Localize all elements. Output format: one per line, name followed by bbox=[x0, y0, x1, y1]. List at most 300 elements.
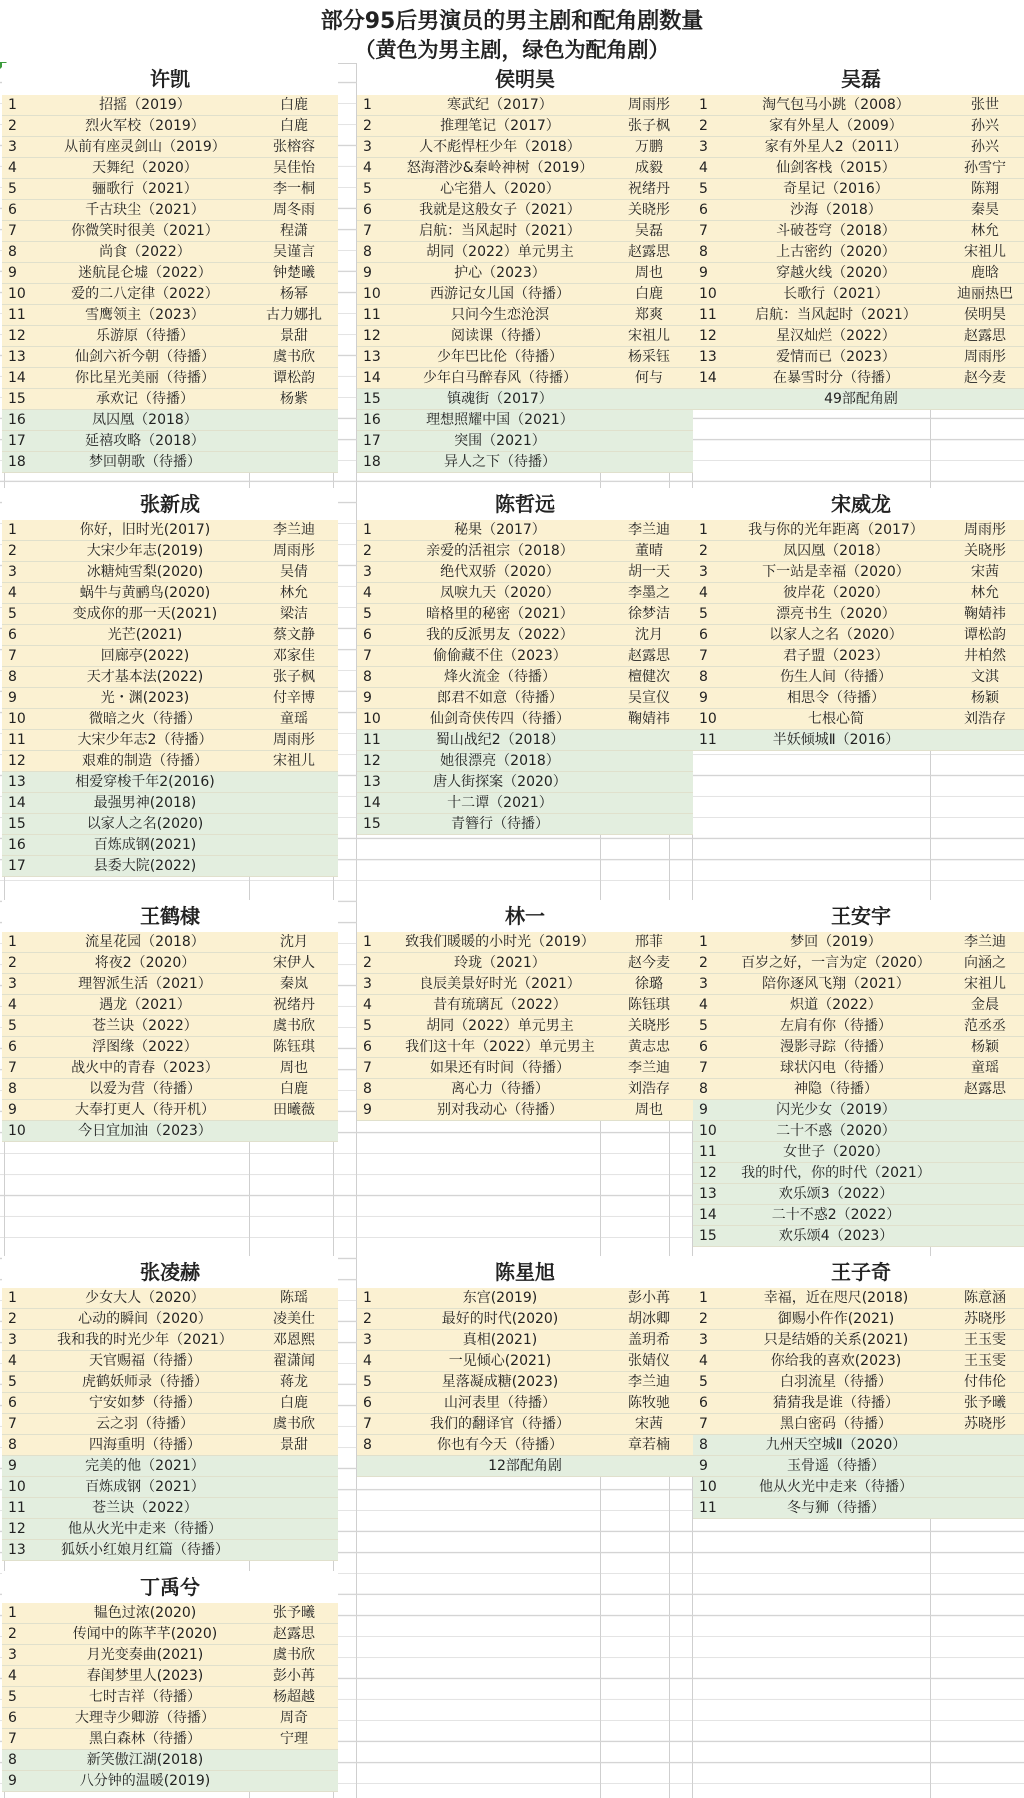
row-number: 10 bbox=[8, 1123, 26, 1139]
co-star: 井柏然 bbox=[964, 648, 1006, 664]
row-number: 3 bbox=[363, 139, 372, 155]
drama-title: 艰难的制造（待播） bbox=[82, 753, 208, 769]
co-star: 宋祖儿 bbox=[628, 328, 670, 344]
co-star: 蒋龙 bbox=[280, 1374, 308, 1390]
drama-title: 二十不惑（2020） bbox=[776, 1123, 896, 1139]
actor-name: 丁禹兮 bbox=[2, 1571, 338, 1603]
co-star: 赵露思 bbox=[628, 244, 670, 260]
drama-title: 尚食（2022） bbox=[99, 244, 191, 260]
row-number: 4 bbox=[8, 1668, 17, 1684]
drama-title: 百岁之好，一言为定（2020） bbox=[741, 955, 931, 971]
table-row bbox=[693, 284, 1024, 305]
co-star: 祝绪丹 bbox=[273, 997, 315, 1013]
table-row bbox=[2, 1540, 338, 1561]
row-number: 9 bbox=[8, 265, 17, 281]
row-number: 6 bbox=[363, 1039, 372, 1055]
co-star: 张榕容 bbox=[273, 139, 315, 155]
drama-title: 白羽流星（待播） bbox=[780, 1374, 892, 1390]
table-row bbox=[2, 1708, 338, 1729]
drama-title: 你也有今天（待播） bbox=[437, 1437, 563, 1453]
table-row bbox=[693, 179, 1024, 200]
co-star: 迪丽热巴 bbox=[957, 286, 1013, 302]
drama-title: 相思令（待播） bbox=[787, 690, 885, 706]
drama-title: 黑白森林（待播） bbox=[89, 1731, 201, 1747]
table-row bbox=[693, 1456, 1024, 1477]
drama-title: 东宫(2019) bbox=[462, 1290, 538, 1306]
drama-title: 宁安如梦（待播） bbox=[89, 1395, 201, 1411]
co-star: 彭小苒 bbox=[273, 1668, 315, 1684]
drama-title: 人不彪悍枉少年（2018） bbox=[419, 139, 581, 155]
table-row bbox=[2, 709, 338, 730]
table-row bbox=[693, 326, 1024, 347]
drama-title: 微暗之火（待播） bbox=[89, 711, 201, 727]
table-row bbox=[357, 1351, 693, 1372]
drama-title: 蜀山战纪2（2018） bbox=[435, 732, 565, 748]
co-star: 周也 bbox=[280, 1060, 308, 1076]
drama-title: 你比星光美丽（待播） bbox=[75, 370, 215, 386]
table-row bbox=[357, 410, 693, 431]
table-row bbox=[693, 667, 1024, 688]
drama-title: 胡同（2022）单元男主 bbox=[426, 244, 574, 260]
table-row bbox=[2, 1729, 338, 1750]
table-row bbox=[357, 562, 693, 583]
drama-title: 下一站是幸福（2020） bbox=[762, 564, 910, 580]
drama-title: 沙海（2018） bbox=[790, 202, 882, 218]
co-star: 董晴 bbox=[635, 543, 663, 559]
co-star: 张子枫 bbox=[273, 669, 315, 685]
row-number: 10 bbox=[699, 711, 717, 727]
co-star: 赵露思 bbox=[964, 1081, 1006, 1097]
co-star: 章若楠 bbox=[628, 1437, 670, 1453]
drama-title: 他从火光中走来（待播） bbox=[759, 1479, 913, 1495]
actor-name: 王鹤棣 bbox=[2, 900, 338, 932]
table-row bbox=[357, 667, 693, 688]
drama-title: 伤生人间（待播） bbox=[780, 669, 892, 685]
table-row bbox=[357, 646, 693, 667]
table-row bbox=[2, 688, 338, 709]
co-star: 虞书欣 bbox=[273, 349, 315, 365]
co-star: 蔡文静 bbox=[273, 627, 315, 643]
row-number: 4 bbox=[363, 1353, 372, 1369]
table-row bbox=[2, 1456, 338, 1477]
co-star: 陈意涵 bbox=[964, 1290, 1006, 1306]
drama-title: 神隐（待播） bbox=[794, 1081, 878, 1097]
table-row bbox=[2, 200, 338, 221]
co-star: 苏晓彤 bbox=[964, 1416, 1006, 1432]
row-number: 17 bbox=[363, 433, 381, 449]
row-number: 4 bbox=[363, 585, 372, 601]
row-number: 1 bbox=[363, 97, 372, 113]
table-row bbox=[357, 158, 693, 179]
drama-title: 怒海潜沙&秦岭神树（2019） bbox=[406, 160, 594, 176]
table-row bbox=[2, 1435, 338, 1456]
table-row bbox=[357, 730, 693, 751]
co-star: 张予曦 bbox=[964, 1395, 1006, 1411]
drama-title: 突围（2021） bbox=[454, 433, 546, 449]
drama-title: 斗破苍穹（2018） bbox=[776, 223, 896, 239]
drama-title: 冰糖炖雪梨(2020) bbox=[86, 564, 204, 580]
table-row bbox=[693, 1498, 1024, 1519]
co-star: 檀健次 bbox=[628, 669, 670, 685]
table-row bbox=[2, 604, 338, 625]
row-number: 10 bbox=[699, 286, 717, 302]
table-row bbox=[693, 1288, 1024, 1309]
co-star: 李墨之 bbox=[628, 585, 670, 601]
table-row bbox=[2, 1016, 338, 1037]
drama-title: 淘气包马小跳（2008） bbox=[762, 97, 910, 113]
table-row bbox=[2, 1519, 338, 1540]
drama-title: 启航：当风起时（2021） bbox=[755, 307, 917, 323]
row-number: 10 bbox=[8, 1479, 26, 1495]
row-number: 8 bbox=[8, 1752, 17, 1768]
row-number: 4 bbox=[699, 585, 708, 601]
co-star: 吴宣仪 bbox=[628, 690, 670, 706]
drama-title: 家有外星人2（2011） bbox=[764, 139, 908, 155]
row-number: 16 bbox=[8, 837, 26, 853]
row-number: 12 bbox=[363, 328, 381, 344]
table-row bbox=[357, 604, 693, 625]
table-row bbox=[2, 137, 338, 158]
actor-name: 王安宇 bbox=[693, 900, 1024, 932]
drama-title: 彼岸花（2020） bbox=[783, 585, 889, 601]
row-number: 7 bbox=[699, 223, 708, 239]
row-number: 10 bbox=[8, 286, 26, 302]
table-row bbox=[2, 389, 338, 410]
row-number: 6 bbox=[363, 202, 372, 218]
drama-title: 百炼成钢(2021) bbox=[93, 837, 197, 853]
table-row bbox=[2, 1309, 338, 1330]
co-star: 赵露思 bbox=[628, 648, 670, 664]
row-number: 6 bbox=[8, 1395, 17, 1411]
table-row bbox=[2, 1079, 338, 1100]
table-row bbox=[357, 263, 693, 284]
row-number: 1 bbox=[8, 97, 17, 113]
table-row bbox=[357, 1330, 693, 1351]
drama-title: 猜猜我是谁（待播） bbox=[773, 1395, 899, 1411]
drama-title: 御赐小仵作(2021) bbox=[777, 1311, 895, 1327]
co-star: 成毅 bbox=[635, 160, 663, 176]
actor-block bbox=[2, 488, 338, 877]
table-row bbox=[693, 1393, 1024, 1414]
table-row bbox=[693, 604, 1024, 625]
row-number: 3 bbox=[363, 976, 372, 992]
table-row bbox=[693, 709, 1024, 730]
row-number: 5 bbox=[699, 1374, 708, 1390]
drama-title: 家有外星人（2009） bbox=[769, 118, 903, 134]
co-star: 童瑶 bbox=[971, 1060, 999, 1076]
drama-title: 良辰美景好时光（2021） bbox=[419, 976, 581, 992]
drama-title: 欢乐颂3（2022） bbox=[778, 1186, 894, 1202]
row-number: 1 bbox=[8, 1290, 17, 1306]
row-number: 8 bbox=[363, 669, 372, 685]
row-number: 12 bbox=[8, 328, 26, 344]
row-number: 12 bbox=[699, 1165, 717, 1181]
co-star: 宋祖儿 bbox=[964, 244, 1006, 260]
co-star: 林允 bbox=[971, 223, 999, 239]
table-row bbox=[693, 1121, 1024, 1142]
row-number: 6 bbox=[8, 627, 17, 643]
row-number: 2 bbox=[699, 1311, 708, 1327]
table-row bbox=[2, 1498, 338, 1519]
row-number: 17 bbox=[8, 433, 26, 449]
table-row bbox=[357, 116, 693, 137]
co-star: 陈翔 bbox=[971, 181, 999, 197]
row-number: 9 bbox=[699, 1458, 708, 1474]
co-star: 杨幂 bbox=[280, 286, 308, 302]
table-row bbox=[693, 541, 1024, 562]
actor-block bbox=[693, 63, 1024, 410]
table-row bbox=[693, 389, 1024, 410]
drama-title: 闪光少女（2019） bbox=[776, 1102, 896, 1118]
drama-title: 胡同（2022）单元男主 bbox=[426, 1018, 574, 1034]
table-row bbox=[2, 452, 338, 473]
co-star: 景甜 bbox=[280, 1437, 308, 1453]
co-star: 宁理 bbox=[280, 1731, 308, 1747]
row-number: 4 bbox=[699, 997, 708, 1013]
table-row bbox=[357, 1079, 693, 1100]
table-row bbox=[357, 137, 693, 158]
table-row bbox=[357, 1414, 693, 1435]
drama-title: 凤囚凰（2018） bbox=[92, 412, 198, 428]
co-star: 陈钰琪 bbox=[273, 1039, 315, 1055]
table-row bbox=[2, 116, 338, 137]
table-row bbox=[357, 772, 693, 793]
drama-title: 苍兰诀（2022） bbox=[92, 1018, 198, 1034]
table-row bbox=[2, 410, 338, 431]
row-number: 6 bbox=[8, 1039, 17, 1055]
row-number: 3 bbox=[8, 564, 17, 580]
drama-title: 蜗牛与黄鹂鸟(2020) bbox=[79, 585, 211, 601]
drama-title: 仙剑客栈（2015） bbox=[776, 160, 896, 176]
row-number: 5 bbox=[8, 606, 17, 622]
table-row bbox=[357, 953, 693, 974]
drama-title: 心宅猎人（2020） bbox=[440, 181, 560, 197]
table-row bbox=[2, 953, 338, 974]
co-star: 刘浩存 bbox=[628, 1081, 670, 1097]
row-number: 5 bbox=[363, 606, 372, 622]
drama-title: 12部配角剧 bbox=[488, 1458, 562, 1474]
actor-block bbox=[693, 1256, 1024, 1519]
table-row bbox=[357, 326, 693, 347]
table-row bbox=[357, 389, 693, 410]
row-number: 6 bbox=[363, 627, 372, 643]
drama-title: 迷航昆仑墟（2022） bbox=[78, 265, 212, 281]
table-row bbox=[693, 1205, 1024, 1226]
table-row bbox=[2, 1121, 338, 1142]
co-star: 鞠婧祎 bbox=[964, 606, 1006, 622]
drama-title: 传闻中的陈芊芊(2020) bbox=[72, 1626, 218, 1642]
table-row bbox=[357, 1100, 693, 1121]
co-star: 凌美仕 bbox=[273, 1311, 315, 1327]
table-row bbox=[357, 1456, 693, 1477]
co-star: 李兰迪 bbox=[628, 522, 670, 538]
drama-title: 从前有座灵剑山（2019） bbox=[64, 139, 226, 155]
table-row bbox=[2, 95, 338, 116]
row-number: 4 bbox=[699, 160, 708, 176]
co-star: 赵今麦 bbox=[964, 370, 1006, 386]
co-star: 郑爽 bbox=[635, 307, 663, 323]
co-star: 景甜 bbox=[280, 328, 308, 344]
drama-title: 星汉灿烂（2022） bbox=[776, 328, 896, 344]
drama-title: 爱情而已（2023） bbox=[776, 349, 896, 365]
drama-title: 我们的翻译官（待播） bbox=[430, 1416, 570, 1432]
row-number: 8 bbox=[8, 669, 17, 685]
table-row bbox=[693, 562, 1024, 583]
table-row bbox=[693, 1058, 1024, 1079]
co-star: 范丞丞 bbox=[964, 1018, 1006, 1034]
co-star: 宋祖儿 bbox=[964, 976, 1006, 992]
co-star: 白鹿 bbox=[280, 118, 308, 134]
table-row bbox=[2, 221, 338, 242]
row-number: 1 bbox=[699, 522, 708, 538]
drama-title: 49部配角剧 bbox=[824, 391, 898, 407]
table-row bbox=[357, 242, 693, 263]
co-star: 付辛博 bbox=[273, 690, 315, 706]
co-star: 刘浩存 bbox=[964, 711, 1006, 727]
row-number: 16 bbox=[8, 412, 26, 428]
row-number: 5 bbox=[363, 1374, 372, 1390]
drama-title: 韫色过浓(2020) bbox=[93, 1605, 197, 1621]
row-number: 1 bbox=[363, 522, 372, 538]
drama-title: 亲爱的活祖宗（2018） bbox=[426, 543, 574, 559]
table-row bbox=[2, 772, 338, 793]
row-number: 1 bbox=[8, 1605, 17, 1621]
co-star: 周奇 bbox=[280, 1710, 308, 1726]
row-number: 4 bbox=[8, 997, 17, 1013]
drama-title: 阅读课（待播） bbox=[451, 328, 549, 344]
drama-title: 绝代双骄（2020） bbox=[440, 564, 560, 580]
co-star: 侯明昊 bbox=[964, 307, 1006, 323]
table-row bbox=[2, 1666, 338, 1687]
table-row bbox=[693, 1037, 1024, 1058]
co-star: 李兰迪 bbox=[273, 522, 315, 538]
table-row bbox=[693, 1100, 1024, 1121]
actor-name: 张新成 bbox=[2, 488, 338, 520]
row-number: 11 bbox=[363, 307, 381, 323]
table-row bbox=[693, 221, 1024, 242]
actor-block bbox=[693, 488, 1024, 751]
row-number: 3 bbox=[363, 564, 372, 580]
co-star: 周也 bbox=[635, 265, 663, 281]
co-star: 白鹿 bbox=[280, 1081, 308, 1097]
row-number: 3 bbox=[699, 1332, 708, 1348]
table-row bbox=[2, 1351, 338, 1372]
row-number: 18 bbox=[363, 454, 381, 470]
table-row bbox=[357, 520, 693, 541]
row-number: 11 bbox=[8, 307, 26, 323]
table-row bbox=[693, 1435, 1024, 1456]
row-number: 8 bbox=[8, 1437, 17, 1453]
table-row bbox=[2, 793, 338, 814]
row-number: 7 bbox=[8, 648, 17, 664]
co-star: 沈月 bbox=[635, 627, 663, 643]
drama-title: 遇龙（2021） bbox=[99, 997, 191, 1013]
drama-title: 漂亮书生（2020） bbox=[776, 606, 896, 622]
table-row bbox=[2, 520, 338, 541]
row-number: 15 bbox=[8, 391, 26, 407]
drama-title: 西游记女儿国（待播） bbox=[430, 286, 570, 302]
drama-title: 只是结婚的关系(2021) bbox=[763, 1332, 909, 1348]
row-number: 11 bbox=[8, 732, 26, 748]
co-star: 周雨彤 bbox=[628, 97, 670, 113]
drama-title: 千古玦尘（2021） bbox=[85, 202, 205, 218]
row-number: 3 bbox=[699, 139, 708, 155]
drama-title: 你好，旧时光(2017) bbox=[79, 522, 211, 538]
row-number: 7 bbox=[8, 223, 17, 239]
row-number: 13 bbox=[8, 774, 26, 790]
table-row bbox=[2, 667, 338, 688]
drama-title: 离心力（待播） bbox=[451, 1081, 549, 1097]
table-row bbox=[357, 1058, 693, 1079]
table-row bbox=[2, 242, 338, 263]
co-star: 童瑶 bbox=[280, 711, 308, 727]
row-number: 3 bbox=[363, 1332, 372, 1348]
drama-title: 仙剑奇侠传四（待播） bbox=[430, 711, 570, 727]
co-star: 向涵之 bbox=[964, 955, 1006, 971]
drama-title: 你给我的喜欢(2023) bbox=[770, 1353, 902, 1369]
table-row bbox=[357, 452, 693, 473]
table-row bbox=[357, 814, 693, 835]
table-row bbox=[2, 1037, 338, 1058]
drama-title: 回廊亭(2022) bbox=[100, 648, 190, 664]
drama-title: 球状闪电（待播） bbox=[780, 1060, 892, 1076]
co-star: 周雨彤 bbox=[964, 522, 1006, 538]
table-row bbox=[2, 1288, 338, 1309]
co-star: 鞠婧祎 bbox=[628, 711, 670, 727]
drama-title: 她很漂亮（2018） bbox=[440, 753, 560, 769]
drama-title: 大宋少年志(2019) bbox=[86, 543, 204, 559]
drama-title: 梦回朝歌（待播） bbox=[89, 454, 201, 470]
drama-title: 真相(2021) bbox=[462, 1332, 538, 1348]
table-row bbox=[2, 1687, 338, 1708]
table-row bbox=[2, 856, 338, 877]
row-number: 5 bbox=[363, 181, 372, 197]
drama-title: 幸福，近在咫尺(2018) bbox=[763, 1290, 909, 1306]
table-row bbox=[693, 730, 1024, 751]
drama-title: 县委大院(2022) bbox=[93, 858, 197, 874]
co-star: 程潇 bbox=[280, 223, 308, 239]
row-number: 9 bbox=[699, 265, 708, 281]
row-number: 7 bbox=[8, 1060, 17, 1076]
row-number: 7 bbox=[699, 1060, 708, 1076]
table-row bbox=[2, 1624, 338, 1645]
drama-title: 只问今生恋沧溟 bbox=[451, 307, 549, 323]
table-row bbox=[2, 368, 338, 389]
drama-title: 天才基本法(2022) bbox=[86, 669, 204, 685]
table-row bbox=[357, 583, 693, 604]
co-star: 杨颖 bbox=[971, 690, 999, 706]
drama-title: 招摇（2019） bbox=[99, 97, 191, 113]
table-row bbox=[2, 1477, 338, 1498]
row-number: 9 bbox=[8, 1458, 17, 1474]
row-number: 4 bbox=[363, 160, 372, 176]
drama-title: 光芒(2021) bbox=[107, 627, 183, 643]
actor-block bbox=[357, 900, 693, 1121]
co-star: 赵露思 bbox=[273, 1626, 315, 1642]
co-star: 赵露思 bbox=[964, 328, 1006, 344]
row-number: 7 bbox=[363, 223, 372, 239]
row-number: 11 bbox=[699, 1500, 717, 1516]
drama-title: 百炼成钢（2021） bbox=[85, 1479, 205, 1495]
drama-title: 最强男神(2018) bbox=[93, 795, 197, 811]
drama-title: 寒武纪（2017） bbox=[447, 97, 553, 113]
row-number: 8 bbox=[363, 1437, 372, 1453]
table-row bbox=[357, 974, 693, 995]
co-star: 杨超越 bbox=[273, 1689, 315, 1705]
row-number: 9 bbox=[363, 265, 372, 281]
drama-title: 我和我的时光少年（2021） bbox=[57, 1332, 233, 1348]
table-row bbox=[2, 305, 338, 326]
